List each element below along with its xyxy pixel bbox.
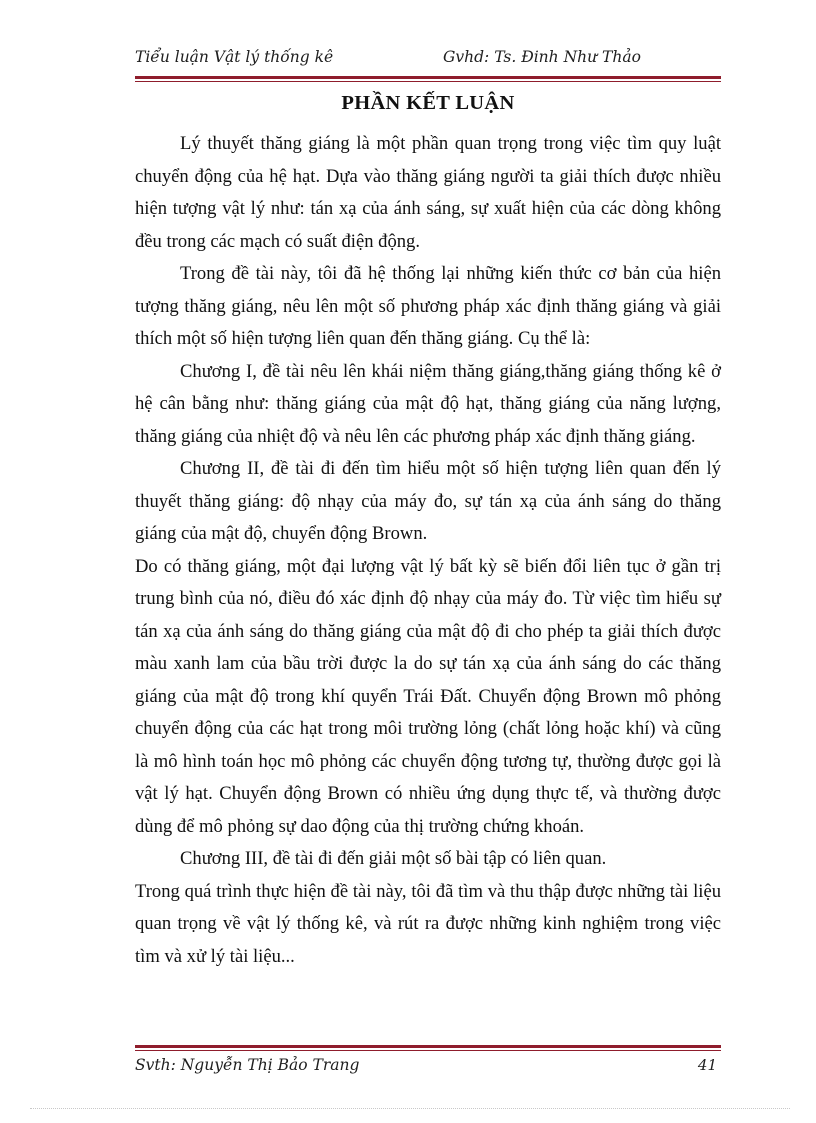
- paragraph-chapter-2: Chương II, đề tài đi đến tìm hiểu một số hiện tượng liên quan đến lý thuyết thăng giáng: độ nhạy của máy đo, sự tán xạ của ánh sáng do thăng giáng của mật độ, chuyển động Brown.: [135, 458, 721, 544]
- header-course-title: Tiểu luận Vật lý thống kê: [135, 48, 334, 66]
- header-divider-thin: [135, 81, 721, 82]
- paragraph-overview: Trong đề tài này, tôi đã hệ thống lại những kiến thức cơ bản của hiện tượng thăng giáng, nêu lên một số phương pháp xác định thăng giáng và giải thích một số hiện tượng liên quan đến thăng giáng. Cụ thể là:: [135, 263, 721, 349]
- footer-divider: [135, 1045, 721, 1051]
- page-header: [135, 48, 720, 72]
- header-advisor: Gvhd: Ts. Đinh Như Thảo: [443, 48, 641, 66]
- section-title: PHẦN KẾT LUẬN: [341, 92, 515, 114]
- paragraph-closing: Trong quá trình thực hiện đề tài này, tôi đã tìm và thu thập được những tài liệu quan trọng về vật lý thống kê, và rút ra được những kinh nghiệm trong việc tìm và xử lý tài liệu...: [135, 880, 721, 967]
- body-text: [135, 128, 721, 973]
- page-edge-dotted-line: [30, 1108, 790, 1109]
- footer-divider-thick: [135, 1045, 721, 1048]
- header-divider: [135, 76, 721, 82]
- footer-student: Svth: Nguyễn Thị Bảo Trang: [135, 1056, 360, 1074]
- page-footer: [135, 1056, 721, 1080]
- page-number: 41: [697, 1056, 717, 1074]
- paragraph-chapter-1: Chương I, đề tài nêu lên khái niệm thăng giáng,thăng giáng thống kê ở hệ cân bằng như: thăng giáng của mật độ hạt, thăng giáng của năng lượng, thăng giáng của nhiệt độ và nêu lên các phương pháp xác định thăng giáng.: [135, 360, 721, 447]
- header-divider-thick: [135, 76, 721, 79]
- paragraph-brownian: Do có thăng giáng, một đại lượng vật lý bất kỳ sẽ biến đổi liên tục ở gần trị trung bình của nó, điều đó xác định độ nhạy của máy đo. Từ việc tìm hiểu sự tán xạ của ánh sáng do thăng giáng của mật độ đi cho phép ta giải thích được màu xanh lam của bầu trời được la do sự tán xạ của ánh sáng do các thăng giáng của mật độ trong khí quyển Trái Đất. Chuyển động Brown mô phỏng chuyển động của các hạt trong môi trường lỏng (chất lỏng hoặc khí) và cũng là mô hình toán học mô phỏng các chuyển động tương tự, thường được gọi là vật lý hạt. Chuyển động Brown có nhiều ứng dụng thực tế, và thường được dùng để mô phỏng sự dao động của thị trường chứng khoán.: [135, 555, 721, 837]
- paragraph-intro: Lý thuyết thăng giáng là một phần quan trọng trong việc tìm quy luật chuyển động của hệ hạt. Dựa vào thăng giáng người ta giải thích được nhiều hiện tượng vật lý như: tán xạ của ánh sáng, sự xuất hiện của các dòng không đều trong các mạch có suất điện động.: [135, 133, 721, 252]
- paragraph-chapter-3: Chương III, đề tài đi đến giải một số bài tập có liên quan.: [180, 848, 607, 869]
- footer-divider-thin: [135, 1050, 721, 1051]
